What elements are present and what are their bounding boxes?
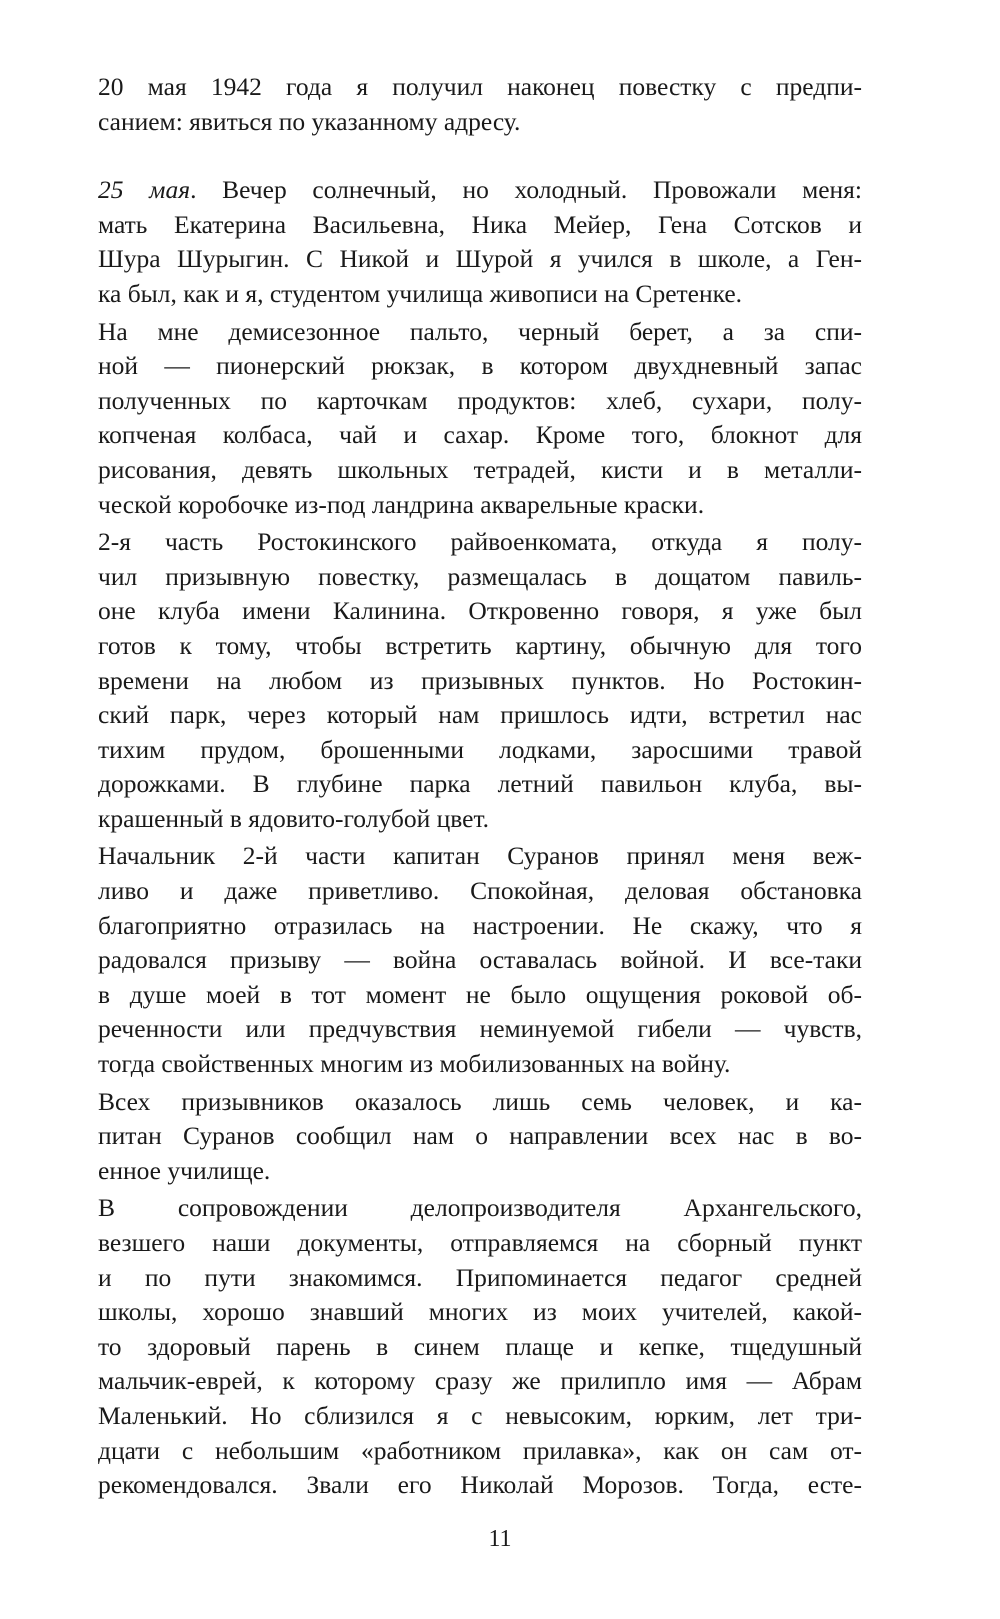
paragraph-5 — [62, 839, 862, 1081]
paragraph-1 — [62, 70, 862, 139]
text-fragment: . Вечер солнечный, но холодный. Провожали меня: — [190, 175, 862, 205]
text-line: мать Екатерина Васильевна, Ника Мейер, Гена Сотсков и — [98, 209, 862, 239]
text-line: реченности или предчувствия неминуемой гибели — чувств, — [98, 1014, 862, 1044]
text-line: мальчик-еврей, к которому сразу же прилипло имя — Абрам — [98, 1366, 862, 1396]
text-line: чил призывную повестку, размещалась в дощатом павиль- — [98, 561, 862, 591]
text-line: Маленький. Но сблизился я с невысоким, юрким, лет три- — [98, 1400, 862, 1430]
text-line: радовался призыву — война оставалась войной. И все-таки — [98, 945, 862, 975]
text-line: ческой коробочке из-под ландрина акварельные краски. — [98, 489, 705, 519]
text-line: питан Суранов сообщил нам о направлении всех нас в во- — [98, 1121, 862, 1151]
text-line: На мне демисезонное пальто, черный берет, а за спи- — [98, 316, 862, 346]
text-line: тихим прудом, брошенными лодками, заросшими травой — [98, 734, 862, 764]
date-label: 25 мая — [98, 175, 191, 205]
text-line: дцати с небольшим «работником прилавка», как он сам от- — [98, 1435, 862, 1465]
text-line: копченая колбаса, чай и сахар. Кроме того, блокнот для — [98, 420, 862, 450]
text-line: Всех призывников оказалось лишь семь человек, и ка- — [98, 1086, 862, 1116]
text-line: енное училище. — [98, 1155, 271, 1185]
paragraph-6 — [62, 1085, 862, 1189]
text-line: рисования, девять школьных тетрадей, кисти и в металли- — [98, 454, 862, 484]
text-line: Шура Шурыгин. С Никой и Шурой я учился в школе, а Ген- — [98, 244, 862, 274]
book-page-text — [62, 70, 862, 1503]
text-line: полученных по карточкам продуктов: хлеб, сухари, полу- — [98, 385, 862, 415]
text-line: тогда свойственных многим из мобилизованных на войну. — [98, 1049, 731, 1079]
paragraph-4 — [62, 525, 862, 836]
text-line: дорожками. В глубине парка летний павильон клуба, вы- — [98, 769, 862, 799]
text-line: Начальник 2-й части капитан Суранов принял меня веж- — [98, 841, 862, 871]
text-line: В сопровождении делопроизводителя Архангельского, — [98, 1193, 862, 1223]
text-line: ский парк, через который нам пришлось идти, встретил нас — [98, 700, 862, 730]
text-line: времени на любом из призывных пунктов. Но Ростокин- — [98, 665, 862, 695]
text-line: ливо и даже приветливо. Спокойная, деловая обстановка — [98, 876, 862, 906]
text-line: крашенный в ядовито-голубой цвет. — [98, 803, 490, 833]
text-line: ной — пионерский рюкзак, в котором двухдневный запас — [98, 351, 862, 381]
paragraph-7 — [62, 1191, 862, 1502]
paragraph-2 — [62, 173, 862, 311]
text-line: и по пути знакомимся. Припоминается педагог средней — [98, 1262, 862, 1292]
text-line: везшего наши документы, отправляемся на сборный пункт — [98, 1228, 862, 1257]
text-line: в душе моей в тот момент не было ощущения роковой об- — [98, 979, 862, 1009]
text-line: ка был, как и я, студентом училища живописи на Сретенке. — [98, 278, 743, 308]
text-line: оне клуба имени Калинина. Откровенно говоря, я уже был — [98, 596, 862, 626]
text-line: 20 мая 1942 года я получил наконец повестку с предпи- — [98, 72, 862, 101]
paragraph-3 — [62, 315, 862, 523]
text-line: школы, хорошо знавший многих из моих учителей, какой- — [98, 1297, 862, 1327]
text-line: 2-я часть Ростокинского райвоенкомата, откуда я полу- — [98, 527, 862, 557]
text-line: благоприятно отразилась на настроении. Не скажу, что я — [98, 910, 862, 940]
text-line — [62, 173, 862, 208]
text-line: то здоровый парень в синем плаще и кепке, тщедушный — [98, 1331, 862, 1361]
text-line: готов к тому, чтобы встретить картину, обычную для того — [98, 630, 862, 660]
text-line: рекомендовался. Звали его Николай Морозов. Тогда, есте- — [98, 1470, 862, 1500]
text-line: санием: явиться по указанному адресу. — [98, 106, 521, 136]
page-number: 11 — [488, 1526, 512, 1552]
